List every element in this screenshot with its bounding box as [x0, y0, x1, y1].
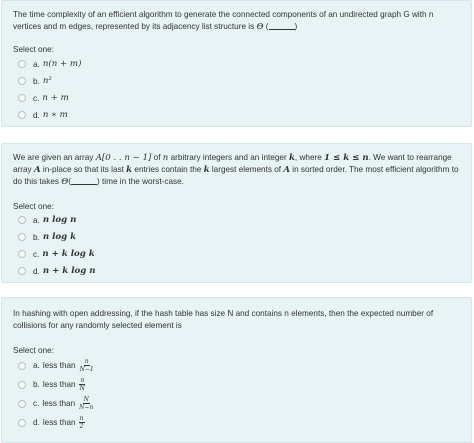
option-value: n + k log n	[42, 266, 96, 276]
fraction-numerator: n	[84, 358, 89, 365]
option-d[interactable]	[18, 415, 85, 430]
question-text-part: in-place so that its last	[40, 165, 127, 174]
blank-close: )	[294, 22, 298, 31]
fraction	[79, 377, 86, 392]
answer-blank	[269, 22, 295, 30]
option-value: n ∗ m	[42, 110, 68, 120]
question-text	[13, 9, 461, 33]
option-label: c.	[33, 399, 40, 408]
option-value: n(n + m)	[42, 59, 82, 69]
question-text-part: The time complexity of an efficient algorithm to generate the connected components of an undirected graph G with n vertices and m edges, represented by its adjacency list structure is	[13, 10, 434, 31]
select-one-label: Select one:	[13, 45, 54, 54]
question-text-part: entries contain the	[132, 165, 204, 174]
option-d[interactable]	[18, 110, 68, 120]
option-b[interactable]	[18, 76, 52, 86]
question-card-3	[1, 297, 472, 443]
option-label: c.	[33, 249, 40, 259]
fraction-denominator: N−1	[79, 366, 94, 373]
question-card-2	[1, 143, 472, 283]
option-b[interactable]	[18, 232, 76, 242]
option-label: a.	[33, 59, 40, 69]
option-c[interactable]	[18, 93, 69, 103]
fraction-denominator: N−n	[79, 404, 94, 411]
option-b[interactable]	[18, 377, 86, 392]
radio-button[interactable]	[18, 362, 26, 370]
option-c[interactable]	[18, 249, 95, 259]
question-text-part: of	[151, 153, 163, 162]
option-prefix: less than	[42, 361, 76, 370]
option-value: n log k	[42, 232, 77, 242]
option-value: n²	[42, 76, 52, 86]
option-value: n log n	[42, 215, 77, 225]
fraction-numerator: n	[79, 415, 84, 422]
option-label: a.	[33, 361, 40, 370]
question-text-part: largest elements of	[209, 165, 284, 174]
option-label: a.	[33, 215, 40, 225]
radio-button[interactable]	[18, 77, 26, 85]
radio-button[interactable]	[18, 400, 26, 408]
question-text-part: arbitrary integers and an integer	[168, 153, 289, 162]
option-label: b.	[33, 380, 40, 389]
math-k: k	[288, 153, 295, 163]
question-text	[13, 152, 461, 188]
radio-button[interactable]	[18, 250, 26, 258]
option-label: d.	[33, 110, 40, 120]
option-label: d.	[33, 418, 40, 427]
fraction	[79, 415, 85, 430]
select-one-label: Select one:	[13, 202, 54, 211]
answer-blank	[71, 177, 97, 185]
option-value: n + k log k	[42, 249, 95, 259]
option-prefix: less than	[42, 399, 76, 408]
question-text: In hashing with open addressing, if the hash table has size N and contains n elements, then the expected number of collisions for any randomly selected element is	[13, 309, 434, 330]
radio-button[interactable]	[18, 216, 26, 224]
question-card-1	[1, 0, 472, 127]
blank-open: (	[68, 177, 72, 186]
option-prefix: less than	[42, 418, 76, 427]
select-one-label: Select one:	[13, 346, 54, 355]
option-label: d.	[33, 266, 40, 276]
fraction-numerator: n	[80, 377, 85, 384]
radio-button[interactable]	[18, 419, 26, 427]
fraction	[78, 396, 94, 411]
question-text-part: We are given an array	[13, 153, 96, 162]
radio-button[interactable]	[18, 267, 26, 275]
option-value: n + m	[42, 93, 69, 103]
option-d[interactable]	[18, 266, 95, 276]
math-k: k	[203, 165, 210, 175]
question-text-part: . We want to rearrange array	[13, 153, 452, 174]
math-A: A	[283, 165, 290, 175]
fraction-denominator: N	[79, 385, 85, 392]
radio-button[interactable]	[18, 381, 26, 389]
fraction-numerator: N	[83, 396, 89, 403]
question-text-part: in sorted order. The most efficient algorithm to do this takes	[13, 165, 459, 186]
math-k: k	[126, 165, 133, 175]
radio-button[interactable]	[18, 94, 26, 102]
math-A: A	[33, 165, 41, 175]
math-n: n	[162, 153, 169, 163]
radio-button[interactable]	[18, 60, 26, 68]
math-array: A[0 . . n − 1]	[95, 153, 152, 163]
option-a[interactable]	[18, 215, 76, 225]
question-text-part: , where	[294, 153, 325, 162]
option-prefix: less than	[42, 380, 76, 389]
option-c[interactable]	[18, 396, 94, 411]
option-a[interactable]	[18, 59, 81, 69]
question-text-part: ) time in the worst-case.	[97, 177, 184, 186]
option-label: b.	[33, 232, 40, 242]
radio-button[interactable]	[18, 233, 26, 241]
option-label: b.	[33, 76, 40, 86]
option-label: c.	[33, 93, 40, 103]
fraction	[79, 358, 95, 373]
math-condition: 1 ≤ k ≤ n	[324, 153, 369, 163]
fraction-denominator: 2	[79, 423, 84, 430]
blank-open: (	[263, 22, 269, 31]
radio-button[interactable]	[18, 111, 26, 119]
option-a[interactable]	[18, 358, 95, 373]
theta-symbol: Θ	[61, 177, 69, 187]
theta-symbol: Θ	[256, 22, 264, 32]
